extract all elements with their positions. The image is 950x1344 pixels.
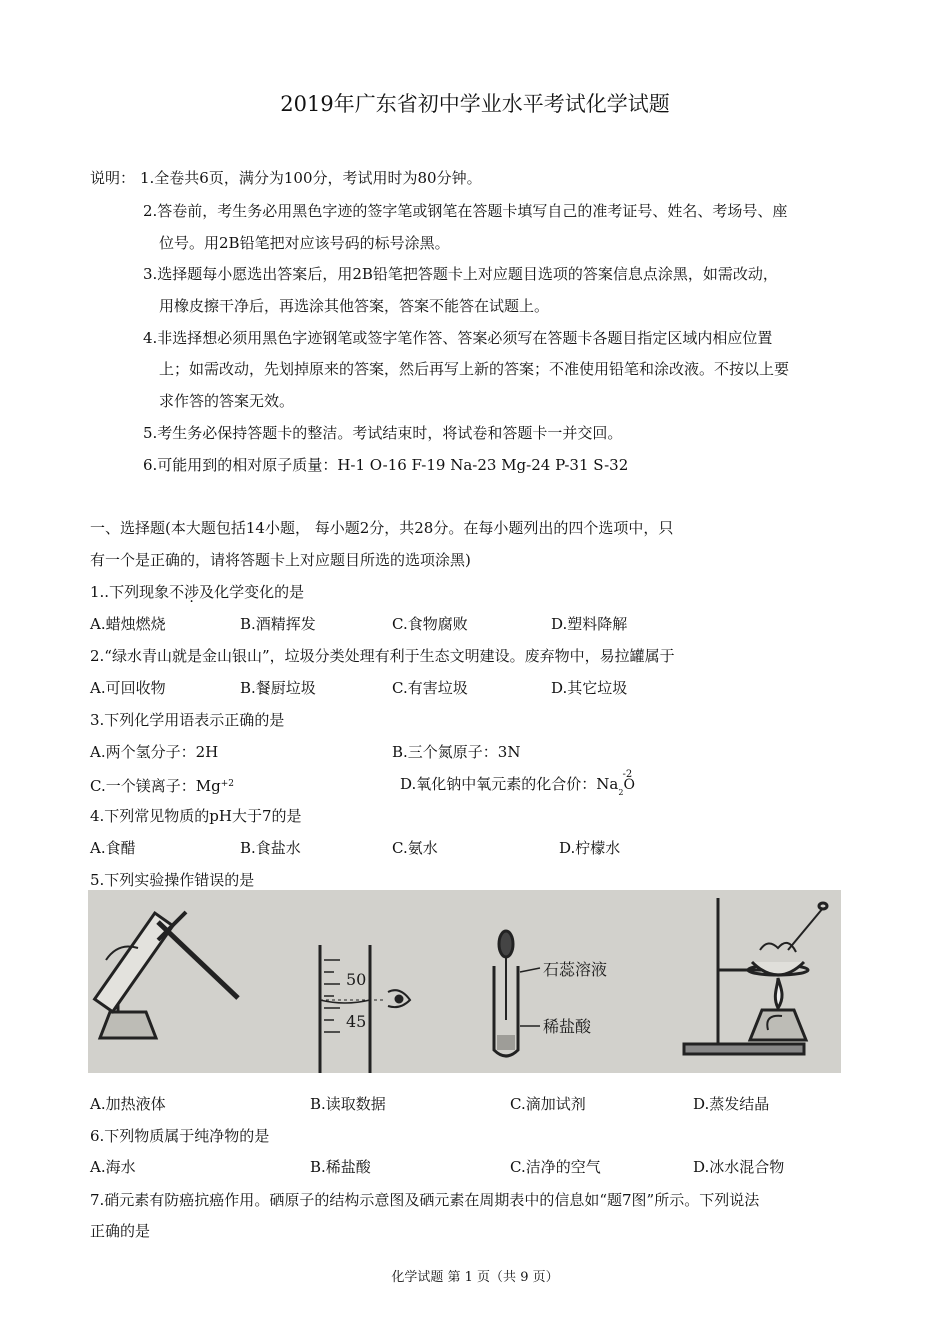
page-title: 2019年广东省初中学业水平考试化学试题 [280,92,670,116]
q2-option-b: B.餐厨垃圾 [240,679,316,697]
q6-option-a: A.海水 [90,1158,136,1176]
q5-experiment-figure [88,890,841,1073]
q7-stem-line2: 正确的是 [90,1222,151,1240]
q2-stem: 2.“绿水青山就是金山银山”，垃圾分类处理有利于生态文明建设。废弃物中，易拉罐属于 [90,647,675,665]
q4-option-c: C.氨水 [392,839,438,857]
instruction-4a: 4.非选择想必须用黑色字迹钢笔或签字笔作答、答案必须写在答题卡各题目指定区域内相应位置 [143,329,773,347]
q3-option-c-charge: +2 [220,779,234,789]
q2-option-a: A.可回收物 [90,679,166,697]
q5-figure-svg [88,890,841,1073]
instructions-label: 说明： [90,169,136,187]
q6-option-d: D.冰水混合物 [693,1158,785,1176]
cylinder-scale-50: 50 [346,970,367,989]
q4-option-b: B.食盐水 [240,839,301,857]
instruction-2b: 位号。用2B铅笔把对应该号码的标号涂黑。 [159,234,450,252]
cylinder-scale-45: 45 [346,1012,367,1031]
q4-stem: 4.下列常见物质的pH大于7的是 [90,807,302,825]
evaporation-apparatus [684,898,827,1054]
dropper-and-test-tube [494,931,540,1056]
instruction-3a: 3.选择题每小愿选出答案后，用2B铅笔把答题卡上对应题目选项的答案信息点涂黑，如需改动， [143,265,778,283]
q5-stem: 5.下列实验操作错误的是 [90,871,255,889]
q3-option-b: B.三个氮原子：3N [392,743,521,761]
q1-option-d: D.塑料降解 [551,615,628,633]
q6-option-c: C.洁净的空气 [510,1158,601,1176]
q1-stem-pre: 1..下列现象 [90,583,170,601]
q3-option-a: A.两个氢分子：2H [90,743,219,761]
label-litmus: 石蕊溶液 [543,960,608,979]
q5-option-a: A.加热液体 [90,1095,166,1113]
q3-option-d-subscript: 2 [618,788,624,797]
q1-option-c: C.食物腐败 [392,615,468,633]
q6-option-b: B.稀盐酸 [310,1158,371,1176]
q1-option-b: B.酒精挥发 [240,615,316,633]
instruction-2a: 2.答卷前，考生务必用黑色字迹的签字笔或钢笔在答题卡填写自己的准考证号、姓名、考场号、座 [143,202,788,220]
q5-option-b: B.读取数据 [310,1095,386,1113]
q7-stem-line1: 7.硝元素有防癌抗癌作用。硒原子的结构示意图及硒元素在周期表中的信息如“题7图”所示。下列说法 [90,1191,760,1209]
instruction-4c: 求作答的答案无效。 [159,392,295,410]
q1-stem [90,582,304,602]
section-heading-line1: 一、选择题(本大题包括14小题， 每小题2分，共28分。在每小题列出的四个选项中，只 [90,519,674,537]
q1-stem-post: 化学变化的是 [214,583,305,601]
instruction-5: 5.考生务必保持答题卡的整洁。考试结束时，将试卷和答题卡一并交回。 [143,424,623,442]
graduated-cylinder [320,945,410,1073]
q3-option-d [400,769,635,803]
q5-option-d: D.蒸发结晶 [693,1095,770,1113]
section-heading-line2: 有一个是正确的，请将答题卡上对应题目所选的选项涂黑) [90,551,471,569]
q4-option-d: D.柠檬水 [559,839,621,857]
instruction-1: 1.全卷共6页，满分为100分，考试用时为80分钟。 [140,169,482,187]
page-footer: 化学试题 第 1 页（共 9 页） [391,1270,559,1285]
q6-stem: 6.下列物质属于纯净物的是 [90,1127,270,1145]
instruction-6: 6.可能用到的相对原子质量：H-1 O-16 F-19 Na-23 Mg-24 P-31 S-32 [143,456,629,474]
q4-option-a: A.食醋 [90,839,136,857]
instruction-4b: 上；如需改动，先划掉原来的答案，然后再写上新的答案；不准使用铅笔和涂改液。不按以上要 [159,360,790,378]
q3-option-d-valence: -2 [622,769,633,780]
q2-option-d: D.其它垃圾 [551,679,628,697]
q1-option-a: A.蜡烛燃烧 [90,615,166,633]
q3-stem: 3.下列化学用语表示正确的是 [90,711,285,729]
q3-option-d-element: O [623,777,635,793]
q5-option-c: C.滴加试剂 [510,1095,586,1113]
q3-option-c-text: C.一个镁离子：Mg [90,777,221,795]
heating-liquid-apparatus [95,912,238,1038]
q1-stem-emphasis: 不涉及 [169,583,215,601]
q3-option-d-text: D.氧化钠中氧元素的化合价：Na [400,775,619,793]
label-dilute-hcl: 稀盐酸 [543,1017,592,1036]
q2-option-c: C.有害垃圾 [392,679,468,697]
q3-option-c [90,774,234,796]
instruction-3b: 用橡皮擦干净后，再选涂其他答案，答案不能答在试题上。 [159,297,550,315]
